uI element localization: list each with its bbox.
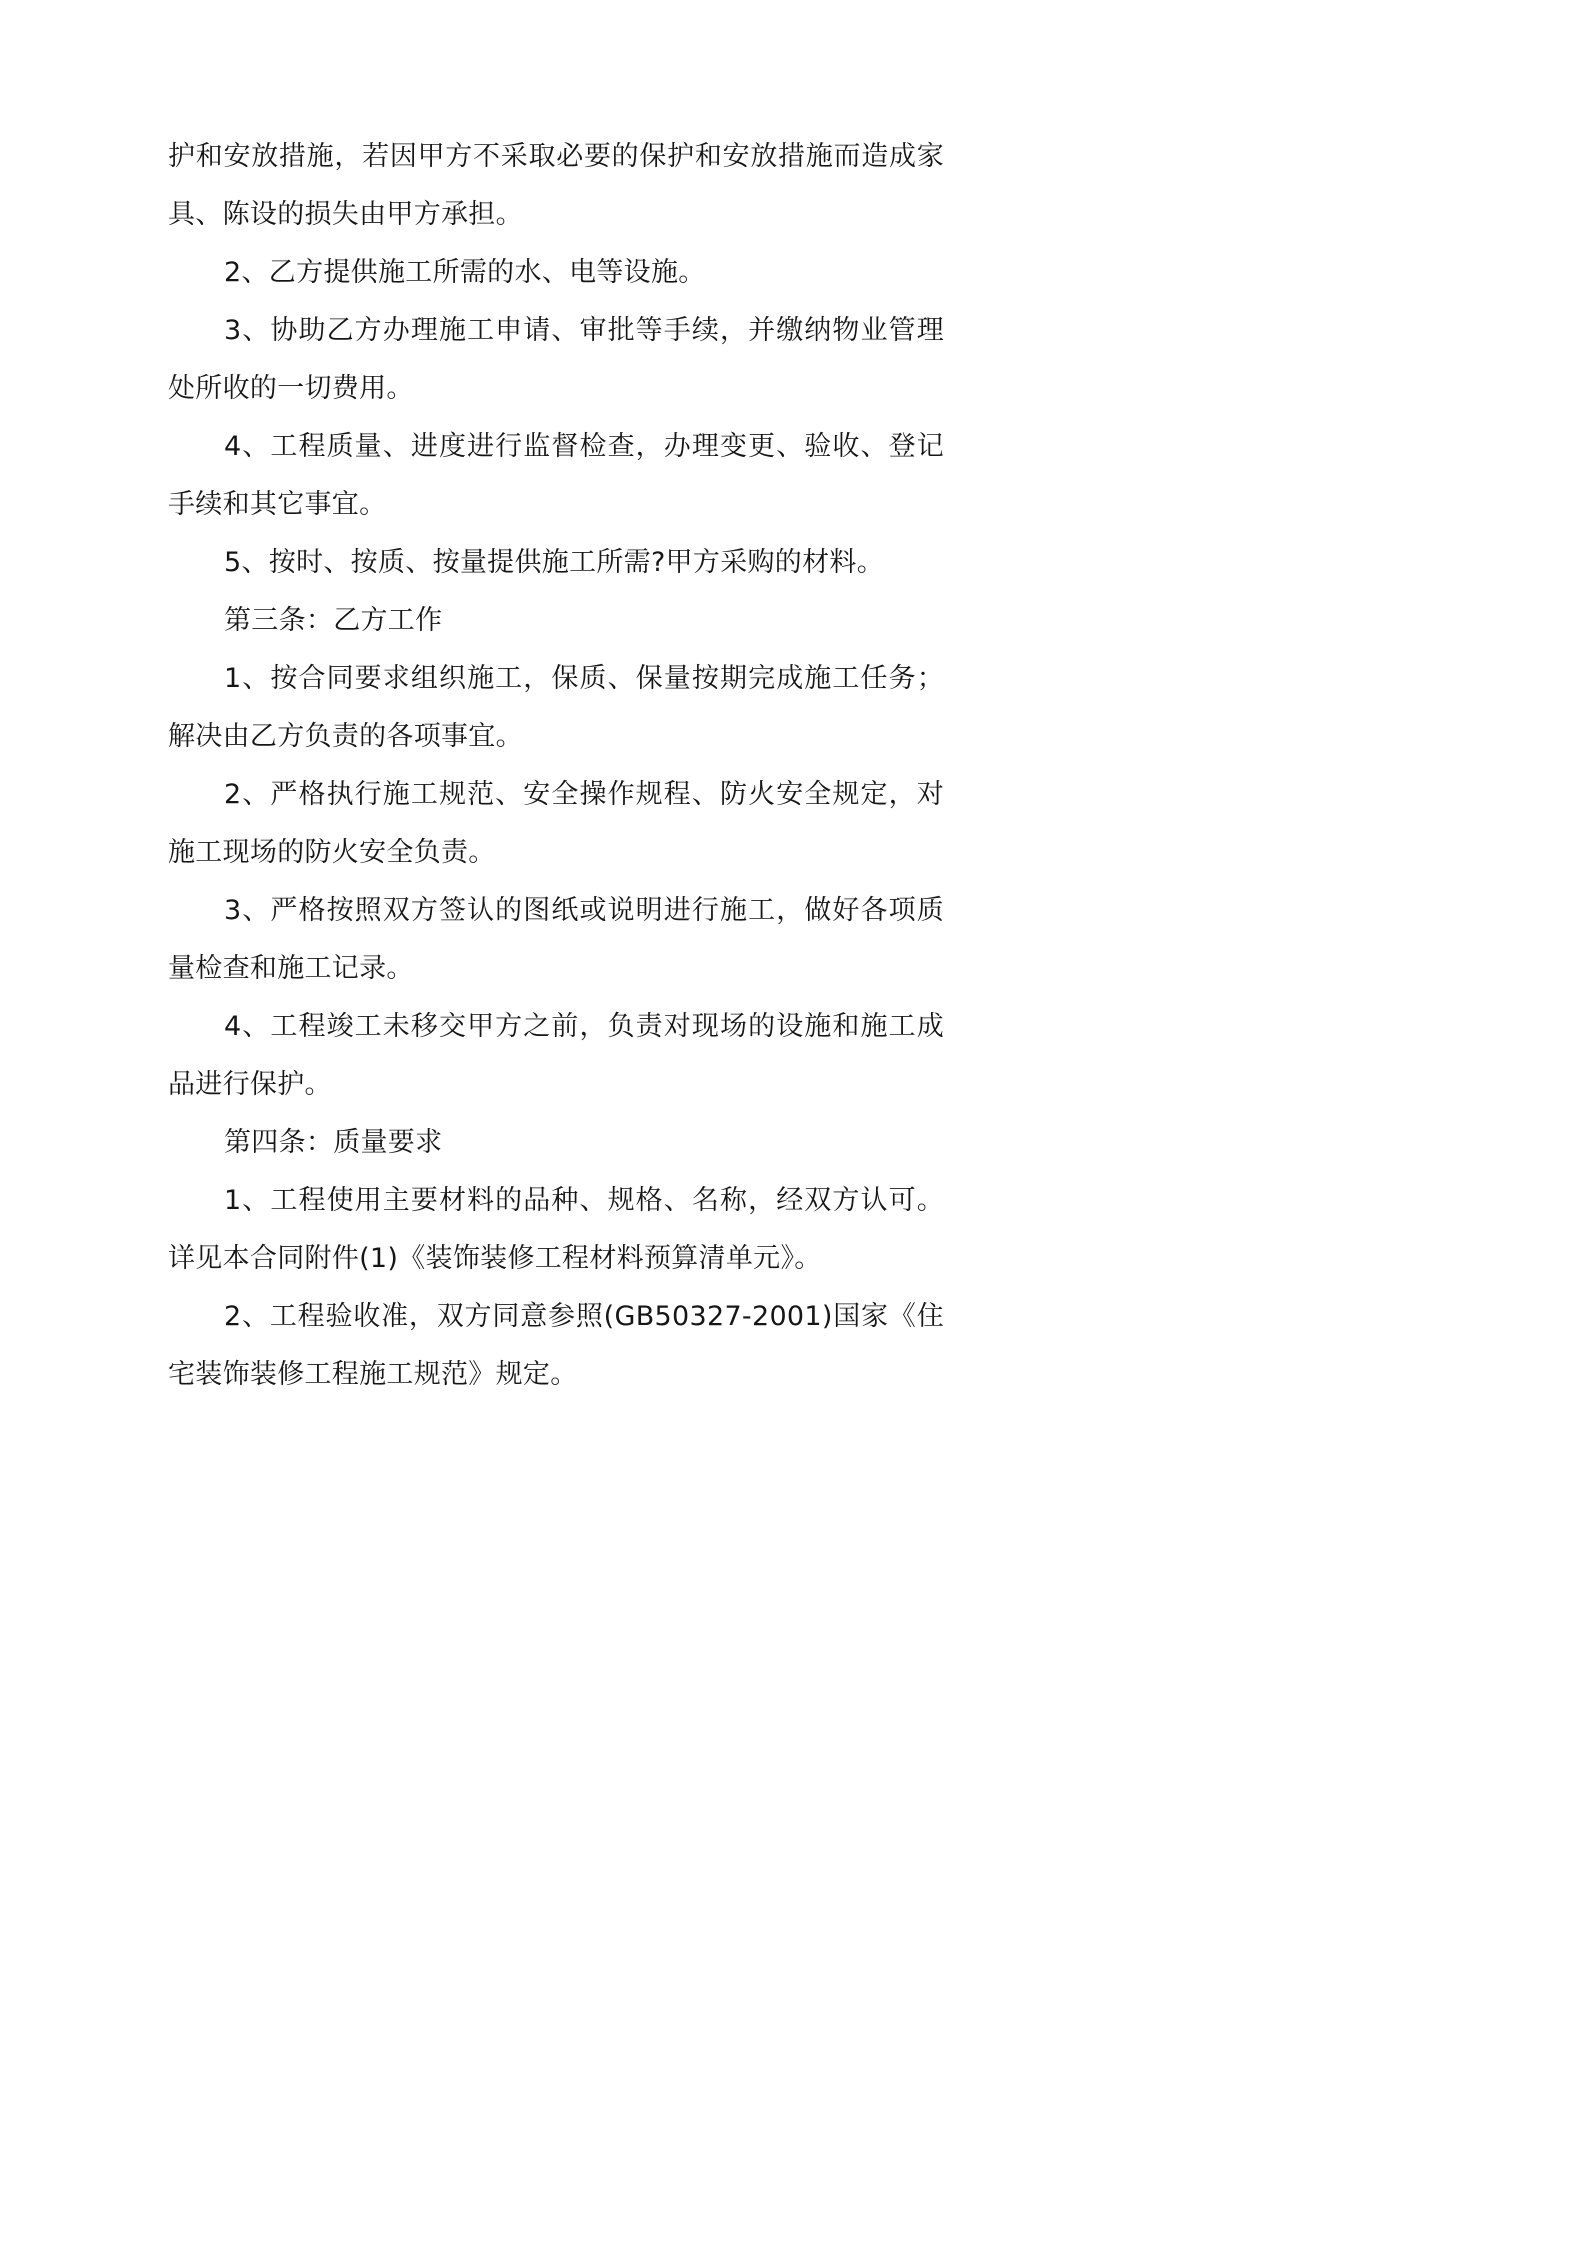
document-page xyxy=(0,0,1109,1568)
paragraph-continuation: 护和安放措施，若因甲方不采取必要的保护和安放措施而造成家具、陈设的损失由甲方承担。 xyxy=(168,141,944,230)
paragraph-item: 3、协助乙方办理施工申请、审批等手续，并缴纳物业管理处所收的一切费用。 xyxy=(168,315,944,404)
paragraph-item: 4、工程质量、进度进行监督检查，办理变更、验收、登记手续和其它事宜。 xyxy=(168,431,944,520)
document-body xyxy=(168,128,944,1404)
paragraph-item: 2、工程验收准，双方同意参照(GB50327-2001)国家《住宅装饰装修工程施工规范》规定。 xyxy=(168,1301,944,1390)
paragraph-item: 1、工程使用主要材料的品种、规格、名称，经双方认可。详见本合同附件(1)《装饰装修工程材料预算清单元》。 xyxy=(168,1185,944,1274)
section-heading: 第四条：质量要求 xyxy=(224,1127,443,1158)
paragraph-item: 3、严格按照双方签认的图纸或说明进行施工，做好各项质量检查和施工记录。 xyxy=(168,895,944,984)
paragraph-item: 1、按合同要求组织施工，保质、保量按期完成施工任务；解决由乙方负责的各项事宜。 xyxy=(168,663,944,752)
paragraph-item: 4、工程竣工未移交甲方之前，负责对现场的设施和施工成品进行保护。 xyxy=(168,1011,944,1100)
paragraph-item: 2、乙方提供施工所需的水、电等设施。 xyxy=(224,257,706,288)
paragraph-item: 2、严格执行施工规范、安全操作规程、防火安全规定，对施工现场的防火安全负责。 xyxy=(168,779,944,868)
paragraph-item: 5、按时、按质、按量提供施工所需?甲方采购的材料。 xyxy=(224,547,885,578)
section-heading: 第三条：乙方工作 xyxy=(224,605,443,636)
